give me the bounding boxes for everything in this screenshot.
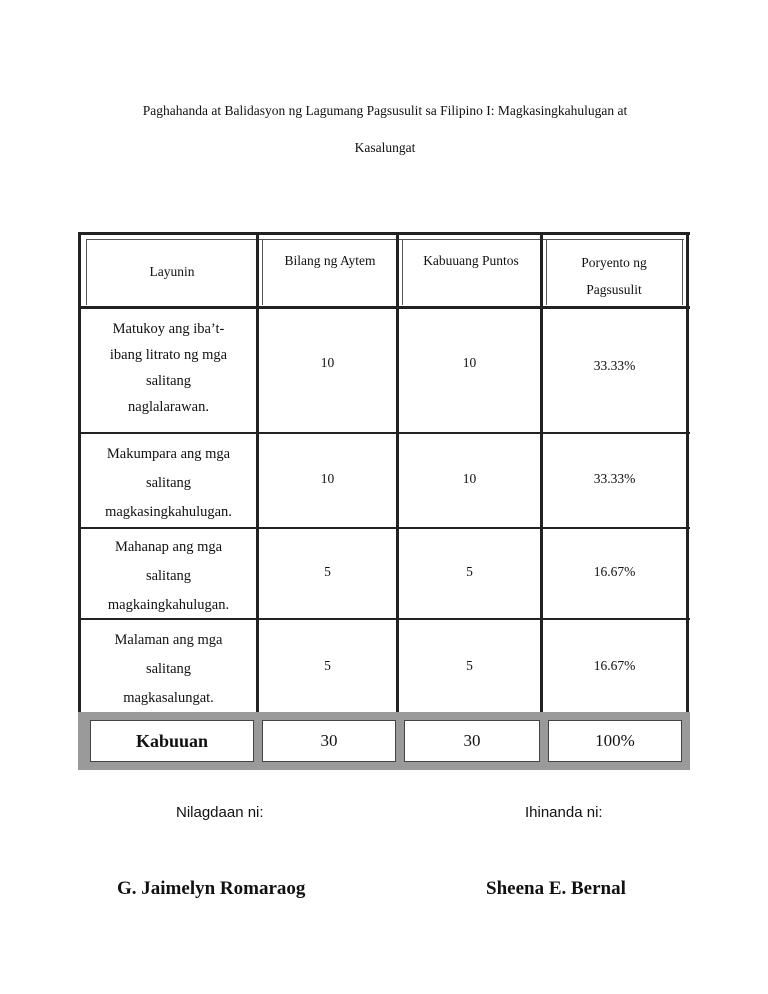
row-4-layunin: Malaman ang mga salitang magkasalungat. (114, 632, 223, 706)
header-bilang (262, 247, 398, 274)
total-row (78, 712, 690, 770)
row-1-bilang: 10 (320, 355, 335, 370)
table-row (81, 533, 256, 620)
approved-by-name: G. Jaimelyn Romaraog (117, 878, 306, 899)
row-3-bilang: 5 (324, 564, 331, 579)
header-bottom-rule (78, 306, 690, 309)
row-2-porsyento: 33.33% (593, 471, 636, 486)
header-kabuuang-puntos-text: Kabuuang Puntos (423, 253, 519, 268)
row-4-porsyento: 16.67% (593, 658, 636, 673)
row-2-layunin: Makumpara ang mga salitang magkasingkahulugan. (105, 446, 232, 520)
approved-by-label: Nilagdaan ni: (176, 804, 264, 821)
row-3-layunin: Mahanap ang mga salitang magkaingkahulugan. (107, 539, 230, 613)
header-porsyento (546, 249, 682, 303)
row-1-puntos: 10 (462, 355, 477, 370)
row-1-porsyento: 33.33% (593, 358, 636, 373)
prepared-by-label: Ihinanda ni: (525, 804, 603, 821)
title-line-1: Paghahanda at Balidasyon ng Lagumang Pagsusulit sa Filipino I: Magkasingkahulugan at (142, 103, 628, 118)
table-row (81, 440, 256, 527)
row-2-bilang: 10 (320, 471, 335, 486)
total-porsyento: 100% (548, 720, 682, 762)
title-line-2: Kasalungat (354, 140, 416, 155)
total-label: Kabuuan (90, 720, 254, 762)
row-1-layunin: Matukoy ang iba’t- ibang litrato ng mga salitang naglalarawan. (109, 321, 228, 415)
header-bilang-text: Bilang ng Aytem (284, 253, 376, 268)
row-2-bottom-rule (78, 527, 690, 529)
row-2-puntos: 10 (462, 471, 477, 486)
header-porsyento-text: Poryento ng Pagsusulit (581, 255, 647, 297)
table-border-top (78, 232, 690, 235)
row-3-puntos: 5 (466, 564, 473, 579)
header-inner-left (86, 239, 87, 305)
table-row (81, 316, 256, 420)
row-3-porsyento: 16.67% (593, 564, 636, 579)
header-inner-top (86, 239, 684, 240)
prepared-by-name: Sheena E. Bernal (486, 878, 626, 899)
header-inner-right (682, 239, 683, 305)
header-layunin (90, 258, 254, 285)
total-bilang: 30 (262, 720, 396, 762)
row-4-bilang: 5 (324, 658, 331, 673)
header-kabuuang-puntos (402, 247, 540, 274)
row-1-bottom-rule (78, 432, 690, 434)
total-puntos: 30 (404, 720, 540, 762)
table-row (81, 626, 256, 713)
table-border-right (686, 232, 689, 712)
row-4-puntos: 5 (466, 658, 473, 673)
header-layunin-text: Layunin (149, 264, 195, 279)
